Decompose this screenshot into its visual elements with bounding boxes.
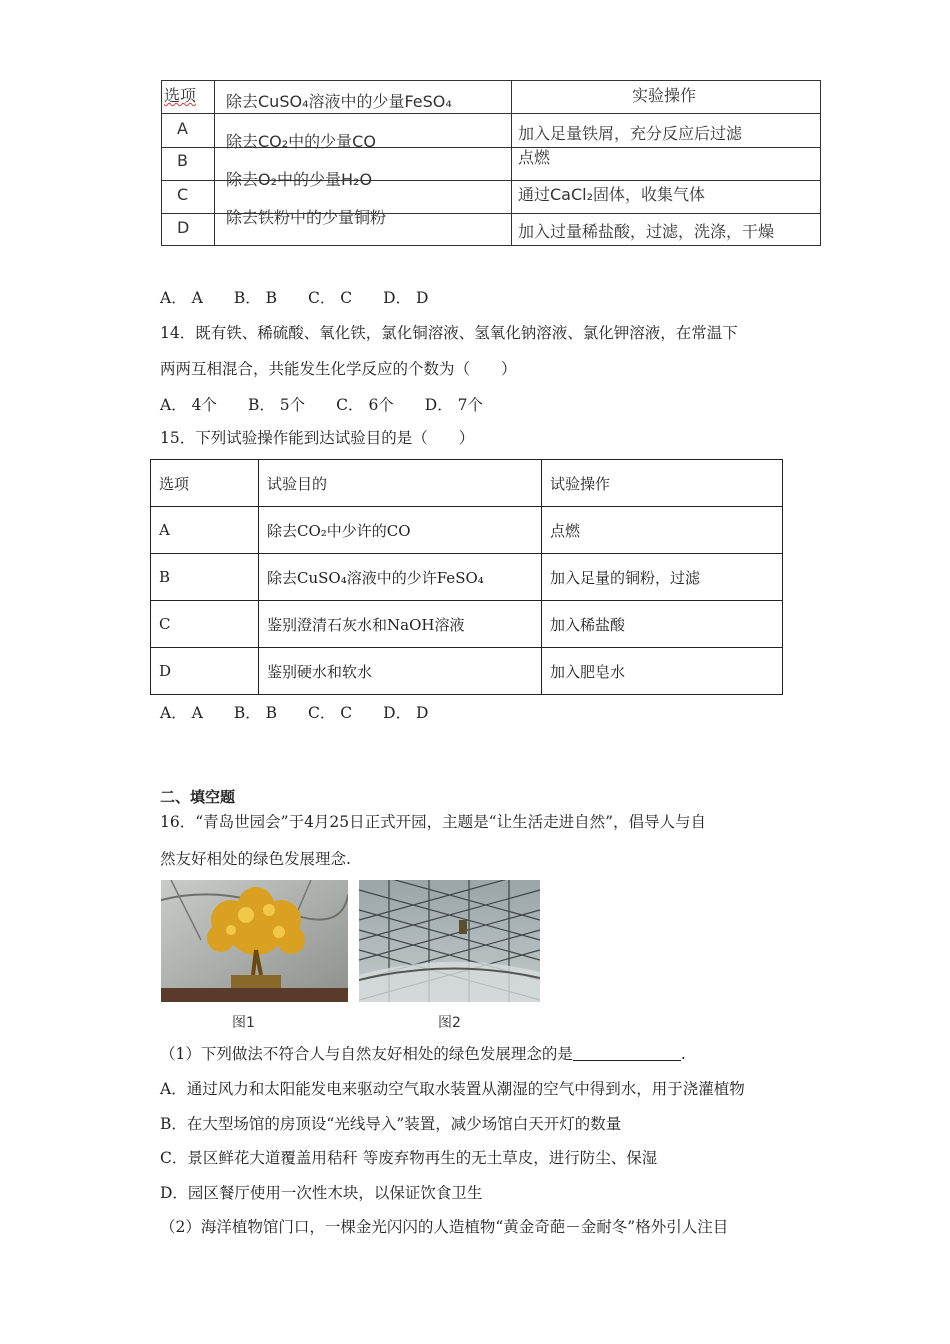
table1-row-a-target: 除去CO₂中的少量CO xyxy=(226,132,376,151)
q14-stem-line2: 两两互相混合，共能发生化学反应的个数为（ ） xyxy=(160,360,517,378)
table-row xyxy=(151,648,783,695)
table1-row-d-operation: 加入过量稀盐酸，过滤，洗涤，干燥 xyxy=(518,222,775,241)
table-cell: 除去CO₂中少许的CO xyxy=(259,507,542,554)
question15-table xyxy=(150,459,783,695)
table1-row-c-target: 除去铁粉中的少量铜粉 xyxy=(226,208,387,227)
q16-option-d: D．园区餐厅使用一次性木块，以保证饮食卫生 xyxy=(160,1184,483,1202)
table1-row-c-option: C xyxy=(177,185,189,204)
table1-header-operation: 实验操作 xyxy=(632,86,697,105)
table-cell: 试验操作 xyxy=(542,460,783,507)
q14-stem-line1: 14．既有铁、稀硫酸、氧化铁，氯化铜溶液、氢氧化钠溶液、氯化钾溶液，在常温下 xyxy=(160,324,738,342)
question13-table xyxy=(161,80,821,246)
table-cell: 鉴别澄清石灰水和NaOH溶液 xyxy=(259,601,542,648)
q16-stem-line1: 16．“青岛世园会”于4月25日正式开园，主题是“让生活走进自然”，倡导人与自 xyxy=(160,813,707,831)
table1-row-a-operation: 加入足量铁屑，充分反应后过滤 xyxy=(518,124,743,143)
table-cell: 鉴别硬水和软水 xyxy=(259,648,542,695)
q16-option-b: B．在大型场馆的房顶设“光线导入”装置，减少场馆白天开灯的数量 xyxy=(160,1115,622,1133)
figure1-caption: 图1 xyxy=(232,1015,255,1031)
table-row xyxy=(151,601,783,648)
table1-row-d-option: D xyxy=(177,218,190,237)
table-cell: 点燃 xyxy=(542,507,783,554)
section-heading: 二、填空题 xyxy=(160,788,236,806)
table-cell: 加入肥皂水 xyxy=(542,648,783,695)
q16-option-a: A．通过风力和太阳能发电来驱动空气取水装置从潮湿的空气中得到水，用于浇灌植物 xyxy=(160,1080,745,1098)
table-row xyxy=(151,507,783,554)
q16-sub1-text: （1）下列做法不符合人与自然友好相处的绿色发展理念的是 xyxy=(160,1045,573,1063)
q16-sub1-stem xyxy=(160,1044,686,1064)
q16-sub2-line1: （2）海洋植物馆门口，一棵金光闪闪的人造植物“黄金奇葩－金耐冬”格外引人注目 xyxy=(160,1218,729,1236)
table1-row-a-option: A xyxy=(177,119,188,138)
table-row xyxy=(151,554,783,601)
table-cell: D xyxy=(151,648,259,695)
table-cell: A xyxy=(151,507,259,554)
q16-option-c: C．景区鲜花大道覆盖用秸秆 等废弃物再生的无土草皮，进行防尘、保湿 xyxy=(160,1149,658,1167)
table1-row-c-operation: 通过CaCl₂固体，收集气体 xyxy=(518,185,706,204)
table-row xyxy=(151,460,783,507)
figure2-glass-dome-photo xyxy=(359,880,540,1002)
table-cell: 加入足量的铜粉，过滤 xyxy=(542,554,783,601)
table-cell: C xyxy=(151,601,259,648)
q13-choices: A． A B． B C． C D． D xyxy=(160,289,429,307)
table-cell: 除去CuSO₄溶液中的少许FeSO₄ xyxy=(259,554,542,601)
q16-stem-line2: 然友好相处的绿色发展理念. xyxy=(160,850,351,868)
table-cell: 选项 xyxy=(151,460,259,507)
table-cell: 试验目的 xyxy=(259,460,542,507)
table1-row-b-option: B xyxy=(177,151,188,170)
table1-header-target: 除去CuSO₄溶液中的少量FeSO₄ xyxy=(226,92,452,111)
table-cell: B xyxy=(151,554,259,601)
figure1-golden-tree-photo xyxy=(161,880,348,1002)
q16-sub1-end: . xyxy=(680,1045,686,1063)
table1-row-b-target: 除去O₂中的少量H₂O xyxy=(226,170,373,189)
table1-row-b-operation: 点燃 xyxy=(518,148,551,167)
q15-choices: A． A B． B C． C D． D xyxy=(160,704,429,722)
q14-choices: A． 4个 B． 5个 C． 6个 D． 7个 xyxy=(160,396,484,414)
q15-stem: 15．下列试验操作能到达试验目的是（ ） xyxy=(160,429,475,447)
table-cell: 加入稀盐酸 xyxy=(542,601,783,648)
figure2-caption: 图2 xyxy=(438,1015,461,1031)
table1-header-option: 选项 xyxy=(164,86,197,105)
answer-blank[interactable] xyxy=(573,1044,681,1061)
